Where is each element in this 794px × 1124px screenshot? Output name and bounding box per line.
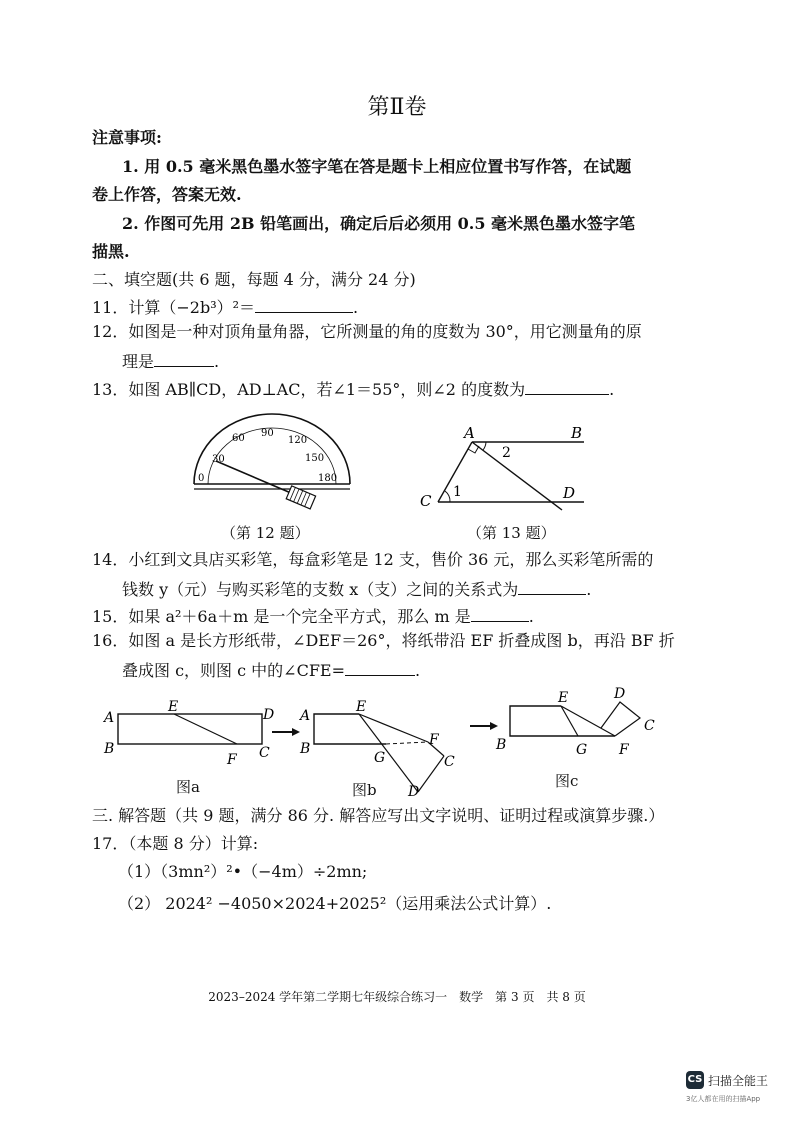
notice-item-2: 2. 作图可先用 2B 铅笔画出，确定后后必须用 0.5 毫米黑色墨水签字笔 — [122, 214, 636, 233]
q11-end: . — [353, 298, 359, 317]
question-11 — [92, 296, 358, 318]
figure-12-protractor — [186, 406, 358, 514]
arrow-icon — [292, 728, 300, 736]
question-14-line1: 14．小红到文具店买彩笔，每盒彩笔是 12 支，售价 36 元，那么买彩笔所需的 — [92, 550, 654, 569]
question-12-line2 — [122, 350, 219, 372]
figc-C: C — [644, 718, 655, 734]
point-B-label: B — [571, 424, 583, 442]
q13-end: . — [609, 380, 615, 399]
tick-label-180: 180 — [318, 473, 338, 484]
question-17-heading: 17．（本题 8 分）计算: — [92, 834, 259, 853]
question-15 — [92, 605, 534, 627]
question-14-line2 — [122, 578, 591, 600]
figure-13-caption: （第 13 题） — [467, 524, 556, 542]
figc-B: B — [496, 737, 507, 753]
figure-13-diagram — [412, 418, 598, 518]
figb-B: B — [300, 741, 311, 757]
q11-text: 计算（−2b³）²＝ — [128, 298, 256, 317]
angle-1-label: 1 — [453, 484, 462, 500]
tick-label-150: 150 — [305, 453, 325, 464]
q14-end: . — [586, 580, 592, 599]
section-2-heading: 二、填空题(共 6 题，每题 4 分，满分 24 分) — [92, 270, 416, 289]
figb-C: C — [444, 754, 455, 770]
question-16-line2 — [122, 659, 420, 681]
q14-answer-blank — [518, 578, 586, 595]
notice-item-1-cont: 卷上作答，答案无效. — [92, 185, 242, 204]
figc-F: F — [619, 742, 629, 758]
q13-answer-blank — [525, 378, 609, 395]
scanner-app-name: 扫描全能王 — [708, 1074, 769, 1088]
question-12-line1: 12．如图是一种对顶角量角器，它所测量的角的度数为 30°，用它测量角的原 — [92, 322, 642, 341]
q12-end: . — [214, 352, 220, 371]
figure-c-caption: 图c — [555, 772, 579, 790]
notice-item-2-cont: 描黑. — [92, 242, 130, 261]
scanner-logo-icon: CS — [686, 1071, 704, 1089]
q14-text: 钱数 y（元）与购买彩笔的支数 x（支）之间的关系式为 — [122, 580, 519, 599]
figa-D: D — [263, 707, 275, 723]
figa-E: E — [168, 699, 179, 715]
q15-answer-blank — [471, 605, 529, 622]
figa-B: B — [104, 741, 115, 757]
figc-D: D — [614, 686, 626, 702]
figa-C: C — [259, 745, 270, 761]
page-footer: 2023–2024 学年第二学期七年级综合练习一 数学 第 3 页 共 8 页 — [208, 990, 586, 1004]
tick-label-30: 30 — [212, 454, 225, 465]
figb-A: A — [300, 708, 311, 724]
page-title: 第Ⅱ卷 — [367, 95, 427, 120]
tick-label-120: 120 — [288, 435, 308, 446]
scanner-app-tagline: 3亿人都在用的扫描App — [686, 1095, 761, 1103]
q15-end: . — [528, 607, 534, 626]
angle-2-label: 2 — [502, 445, 511, 461]
point-C-label: C — [420, 492, 432, 510]
q16-text: 叠成图 c，则图 c 中的∠CFE= — [122, 661, 346, 680]
figb-G: G — [374, 750, 386, 766]
figb-D: D — [408, 784, 420, 800]
point-A-label: A — [464, 424, 475, 442]
figb-F: F — [429, 732, 439, 748]
question-17-part1: （1）（3mn²）²•（−4m）÷2mn; — [118, 862, 368, 881]
q16-end: . — [415, 661, 421, 680]
section-3-heading: 三. 解答题（共 9 题，满分 86 分. 解答应写出文字说明、证明过程或演算步骤.） — [92, 806, 665, 825]
figa-F: F — [227, 752, 237, 768]
tick-label-60: 60 — [232, 433, 245, 444]
question-13 — [92, 378, 614, 400]
arrow-icon — [490, 722, 498, 730]
q13-text: 13．如图 AB∥CD，AD⊥AC，若∠1＝55°，则∠2 的度数为 — [92, 380, 526, 399]
figure-b-caption: 图b — [352, 781, 377, 799]
question-16-line1: 16．如图 a 是长方形纸带，∠DEF＝26°，将纸带沿 EF 折叠成图 b，再沿 BF 折 — [92, 631, 675, 650]
q12-answer-blank — [154, 350, 214, 367]
figb-E: E — [356, 699, 367, 715]
figc-E: E — [558, 690, 569, 706]
notice-item-1: 1. 用 0.5 毫米黑色墨水签字笔在答是题卡上相应位置书写作答，在试题 — [122, 157, 632, 176]
q16-answer-blank — [345, 659, 415, 676]
q11-answer-blank — [255, 296, 353, 313]
figure-12-caption: （第 12 题） — [221, 524, 310, 542]
q12-text: 理是 — [122, 352, 155, 371]
point-D-label: D — [563, 484, 576, 502]
question-17-part2: （2） 2024² −4050×2024+2025²（运用乘法公式计算）. — [118, 894, 552, 913]
figure-a-caption: 图a — [176, 778, 200, 796]
tick-label-90: 90 — [261, 428, 274, 439]
q11-number: 11． — [92, 298, 129, 317]
tick-label-0: 0 — [198, 473, 205, 484]
notice-heading: 注意事项: — [92, 128, 162, 147]
q15-text: 15．如果 a²＋6a＋m 是一个完全平方式，那么 m 是 — [92, 607, 471, 626]
figc-G: G — [576, 742, 588, 758]
figa-A: A — [104, 710, 115, 726]
